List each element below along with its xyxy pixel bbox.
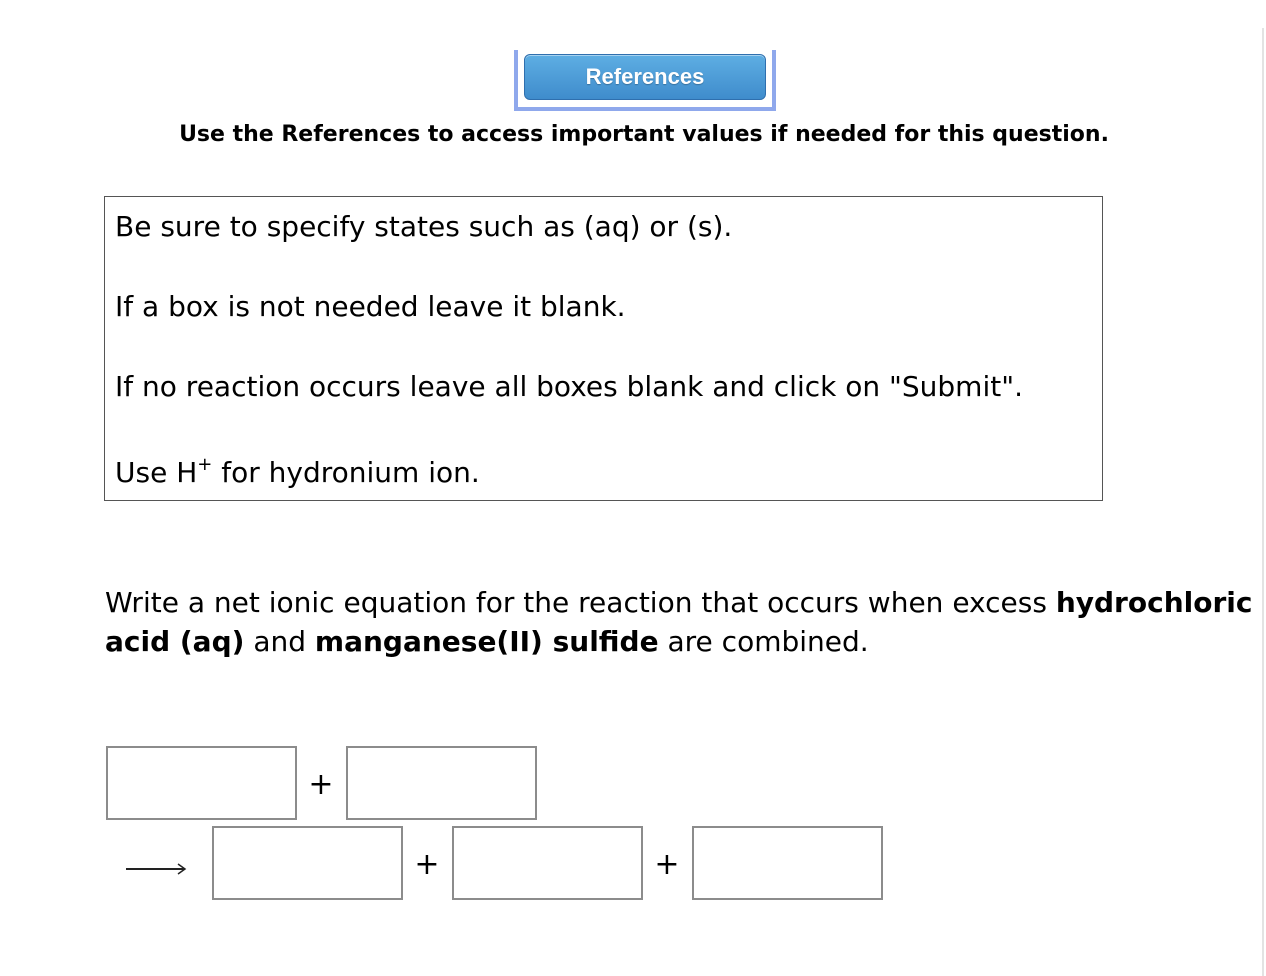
question-part-2: and — [244, 625, 315, 658]
instruction-blank-box: If a box is not needed leave it blank. — [115, 290, 626, 323]
product-input-3[interactable] — [692, 826, 883, 900]
references-note: Use the References to access important values if needed for this question. — [179, 122, 1109, 147]
reaction-arrow-icon — [126, 859, 188, 879]
plus-sign-products-2: + — [654, 847, 680, 882]
plus-sign-products-1: + — [414, 847, 440, 882]
instruction-hydronium-superscript: + — [197, 453, 213, 475]
reactant-input-1[interactable] — [106, 746, 297, 820]
reactant-manganese-sulfide: manganese(II) sulfide — [314, 625, 659, 658]
instruction-states: Be sure to specify states such as (aq) or (s). — [115, 210, 733, 243]
question-part-1: Write a net ionic equation for the reaction that occurs when excess — [105, 586, 1056, 619]
page-edge-divider — [1262, 28, 1264, 976]
plus-sign-reactants: + — [308, 767, 334, 802]
question-part-3: are combined. — [658, 625, 869, 658]
instruction-hydronium-prefix: Use H — [115, 456, 198, 489]
question-text — [105, 583, 1255, 661]
instruction-no-reaction: If no reaction occurs leave all boxes blank and click on "Submit". — [115, 370, 1023, 403]
product-input-1[interactable] — [212, 826, 403, 900]
instructions-box — [104, 196, 1103, 501]
product-input-2[interactable] — [452, 826, 643, 900]
instruction-hydronium — [115, 455, 480, 491]
reactant-input-2[interactable] — [346, 746, 537, 820]
reactant-hydrochloric-acid: hydrochloric acid (aq) — [105, 586, 1253, 658]
instruction-hydronium-suffix: for hydronium ion. — [212, 456, 480, 489]
references-button[interactable]: References — [524, 54, 766, 100]
